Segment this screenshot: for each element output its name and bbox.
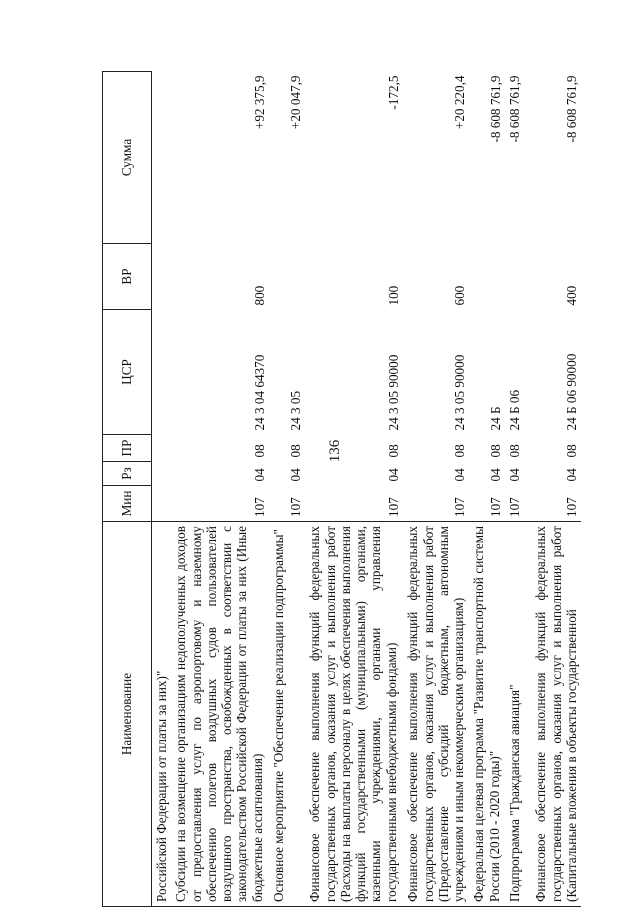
- header-pr: ПР: [103, 435, 152, 462]
- row-pr: 08: [252, 444, 267, 458]
- row-sum: +92 375,9: [252, 75, 267, 130]
- row-rz: 04: [386, 468, 401, 482]
- row-pr: 08: [386, 444, 401, 458]
- row-vr: 800: [252, 285, 267, 306]
- row-csr: 24 Б: [488, 406, 503, 431]
- row-pr: 08: [452, 444, 467, 458]
- row-csr: 24 3 05 90000: [452, 354, 467, 431]
- row-rz: 04: [452, 468, 467, 482]
- table-row: [469, 72, 505, 907]
- header-vr: ВР: [103, 244, 152, 310]
- row-sum: -8 608 761,9: [564, 75, 579, 143]
- row-csr: 24 3 05 90000: [386, 354, 401, 431]
- row-pr: 08: [288, 444, 303, 458]
- table-row: [269, 72, 305, 907]
- row-min: 107: [386, 497, 401, 517]
- row-rz: 04: [252, 468, 267, 482]
- header-rz: Рз: [103, 462, 152, 486]
- header-sum: Сумма: [103, 72, 152, 244]
- table-row: [152, 72, 172, 907]
- row-sum: -172,5: [386, 75, 401, 110]
- row-sum: [152, 72, 172, 244]
- row-sum: +20 047,9: [288, 75, 303, 130]
- row-vr: 600: [452, 285, 467, 306]
- row-vr: 100: [386, 285, 401, 306]
- row-min: 107: [564, 497, 579, 517]
- row-sum: +20 220,4: [452, 75, 467, 130]
- row-pr: [152, 435, 172, 462]
- row-csr: 24 3 05: [288, 390, 303, 431]
- row-vr: [152, 244, 172, 310]
- row-name: Финансовое обеспечение выполнения функций федеральных государственных органов, оказания услуг и выполнения работ (Капитальные вложения в объекты государственной: [531, 522, 581, 907]
- row-min: 107: [252, 497, 267, 517]
- row-vr: [269, 244, 305, 310]
- header-name: Наименование: [103, 522, 152, 907]
- header-csr: ЦСР: [103, 310, 152, 435]
- table-row: [531, 72, 581, 907]
- row-name: Федеральная целевая программа "Развитие транспортной системы России (2010 - 2020 годы)": [469, 522, 505, 907]
- row-csr: 24 Б 06 90000: [564, 353, 579, 431]
- row-min: 107: [488, 497, 503, 517]
- row-min: 107: [288, 497, 303, 517]
- row-sum: -8 608 761,9: [488, 75, 503, 143]
- row-rz: 04: [488, 468, 503, 482]
- row-csr: [152, 310, 172, 435]
- row-vr: 400: [564, 285, 579, 306]
- budget-table-sheet: [102, 72, 622, 907]
- table-row: [171, 72, 269, 907]
- row-rz: 04: [288, 468, 303, 482]
- row-name: Субсидии на возмещение организациям недополученных доходов от предоставления услуг по аэропортовому и наземному обеспечению полетов воздушных судов пользователей воздушного пространства, освобожденных в соответствии с законодательством Российской Федерации от платы за них (Иные бюджетные ассигнования): [171, 522, 269, 907]
- row-vr: [469, 244, 505, 310]
- row-rz: 04: [564, 468, 579, 482]
- row-csr: 24 Б 06: [507, 389, 523, 431]
- row-name: Российской Федерации от платы за них)": [152, 522, 172, 907]
- budget-table: [102, 71, 581, 907]
- table-header-row: [103, 72, 152, 907]
- table-row: [403, 72, 469, 907]
- table-row: [305, 72, 403, 907]
- rotated-page-container: [102, 72, 622, 907]
- header-min: Мин: [103, 486, 152, 522]
- row-min: [152, 486, 172, 522]
- row-min: 107: [452, 497, 467, 517]
- row-name: Финансовое обеспечение выполнения функций федеральных государственных органов, оказания услуг и выполнения работ (Предоставление субсидий бюджетным, автономным учреждениям и иным некоммерческим организациям): [403, 522, 469, 907]
- row-name: Финансовое обеспечение выполнения функций федеральных государственных органов, оказания услуг и выполнения работ (Расходы на выплаты персоналу в целях обеспечения выполнения функций государственными (муниципальными) органами, казенными учреждениями, органами управления государственными внебюджетными фондами): [305, 522, 403, 907]
- row-vr: [505, 244, 531, 310]
- row-pr: 08: [507, 444, 523, 458]
- row-pr: 08: [564, 444, 579, 458]
- row-pr: 08: [488, 444, 503, 458]
- page-number: 136: [327, 439, 343, 463]
- row-name: Основное мероприятие "Обеспечение реализации подпрограммы": [269, 522, 305, 907]
- table-row: [505, 72, 531, 907]
- row-name: Подпрограмма "Гражданская авиация": [505, 522, 531, 907]
- row-rz: [152, 462, 172, 486]
- row-min: 107: [507, 497, 523, 517]
- row-rz: 04: [507, 468, 523, 482]
- row-csr: 24 3 04 64370: [252, 354, 267, 431]
- row-sum: -8 608 761,9: [507, 75, 523, 143]
